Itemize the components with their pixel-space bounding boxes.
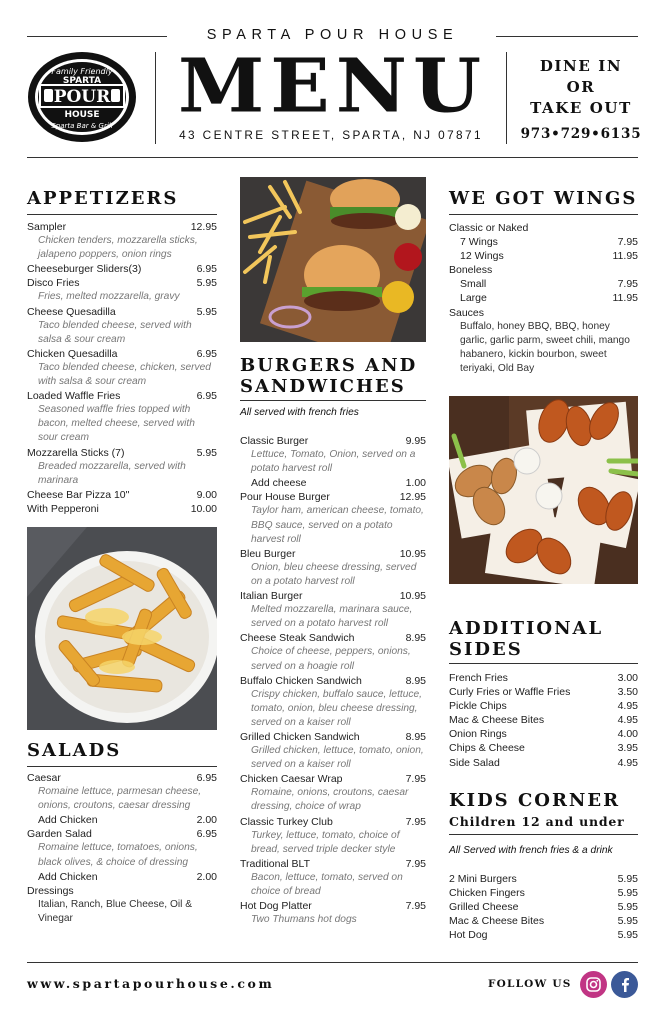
item-options: Buffalo, honey BBQ, BBQ, honey garlic, garlic parm, sweet chili, mango habanero, kickin bourbon, sweet teriyaki, Old Bay bbox=[460, 320, 630, 374]
appetizers-title: APPETIZERS bbox=[27, 188, 179, 209]
item-description: Breaded mozzarella, served with marinara bbox=[38, 460, 186, 486]
header-divider-left bbox=[155, 52, 156, 144]
burgers-photo bbox=[240, 177, 426, 342]
item-description: Melted mozzarella, marinara sauce, served on a potato harvest roll bbox=[251, 604, 413, 630]
dine-in-take-out bbox=[516, 56, 646, 119]
menu-item-classic-or-naked bbox=[449, 221, 638, 235]
menu-item-add-chicken bbox=[27, 870, 217, 884]
menu-item-french-fries bbox=[449, 671, 638, 685]
burgers-title-line-2: SANDWICHES bbox=[240, 376, 406, 397]
header-divider-right bbox=[506, 52, 507, 144]
item-price: 3.50 bbox=[617, 686, 638, 699]
kids-note: All Served with french fries & a drink bbox=[449, 845, 613, 856]
menu-item-sampler bbox=[27, 220, 217, 234]
item-name: Cheese Quesadilla bbox=[27, 305, 116, 318]
item-name: Chicken Fingers bbox=[449, 887, 525, 900]
address: 43 CENTRE STREET, SPARTA, NJ 07871 bbox=[179, 128, 483, 142]
item-name: Large bbox=[460, 292, 487, 305]
item-name: Traditional BLT bbox=[240, 857, 311, 870]
menu-item-bleu-burger bbox=[240, 547, 426, 561]
svg-text:Family Friendly: Family Friendly bbox=[51, 67, 113, 76]
menu-item-pickle-chips bbox=[449, 699, 638, 713]
kids-rule bbox=[449, 834, 638, 835]
item-name: Chicken Caesar Wrap bbox=[240, 773, 343, 786]
item-name: Cheese Steak Sandwich bbox=[240, 632, 355, 645]
wings-photo bbox=[449, 396, 638, 584]
item-price: 10.95 bbox=[399, 590, 426, 603]
sides-list bbox=[449, 671, 638, 770]
item-name: Cheeseburger Sliders(3) bbox=[27, 263, 142, 276]
item-price: 11.95 bbox=[612, 250, 638, 263]
item-description: Taco blended cheese, served with salsa & sour cream bbox=[38, 319, 192, 345]
item-name: Pour House Burger bbox=[240, 491, 330, 504]
item-description: Choice of cheese, peppers, onions, served on a hoagie roll bbox=[251, 646, 411, 672]
item-description: Taylor ham, american cheese, tomato, BBQ sauce, served on a potato harvest roll bbox=[251, 505, 424, 545]
item-description: Romaine lettuce, tomatoes, onions, black olives, & choice of dressing bbox=[38, 842, 198, 868]
phone-number[interactable]: 973•729•6135 bbox=[520, 126, 642, 142]
item-price: 6.95 bbox=[196, 772, 217, 784]
sides-title bbox=[449, 618, 603, 660]
kids-list bbox=[449, 872, 638, 942]
header-bottom-rule bbox=[27, 157, 638, 158]
item-name: Classic Burger bbox=[240, 435, 309, 447]
item-description: Romaine, onions, croutons, caesar dressing, choice of wrap bbox=[251, 787, 409, 813]
item-price: 5.95 bbox=[196, 305, 217, 318]
menu-item-7-wings bbox=[449, 235, 638, 249]
item-name: Loaded Waffle Fries bbox=[27, 390, 121, 403]
menu-item-dressings bbox=[27, 884, 217, 898]
menu-item-traditional-blt bbox=[240, 857, 426, 871]
item-price: 10.00 bbox=[190, 502, 217, 515]
menu-heading: MENU bbox=[177, 43, 488, 130]
menu-item-add-cheese bbox=[240, 476, 426, 490]
item-description: Crispy chicken, buffalo sauce, lettuce, tomato, onion, bleu cheese dressing, served on a kaiser roll bbox=[251, 688, 423, 728]
item-name: Sauces bbox=[449, 306, 485, 319]
menu-item-disco-fries bbox=[27, 276, 217, 290]
item-price: 5.95 bbox=[617, 873, 638, 885]
menu-item-cheese-bar-pizza-10 bbox=[27, 488, 217, 502]
salads-rule bbox=[27, 766, 217, 767]
cheese-fries-photo bbox=[27, 527, 217, 730]
item-price: 7.95 bbox=[405, 900, 426, 913]
item-name: 12 Wings bbox=[460, 250, 504, 263]
item-price: 8.95 bbox=[405, 674, 426, 687]
salads-list bbox=[27, 771, 217, 926]
burgers-list bbox=[240, 434, 426, 927]
menu-item-side-salad bbox=[449, 756, 638, 770]
item-name: Disco Fries bbox=[27, 277, 80, 290]
menu-item-add-chicken bbox=[27, 813, 217, 827]
menu-item-boneless bbox=[449, 263, 638, 277]
item-description: Seasoned waffle fries topped with bacon, melted cheese, served with sour cream bbox=[38, 404, 195, 444]
item-price: 7.95 bbox=[405, 815, 426, 828]
sides-rule bbox=[449, 663, 638, 664]
menu-item-buffalo-chicken-sandwich bbox=[240, 674, 426, 688]
item-price: 6.95 bbox=[196, 263, 217, 276]
item-name: Boneless bbox=[449, 264, 493, 277]
item-description: Onion, bleu cheese dressing, served on a potato harvest roll bbox=[251, 561, 417, 587]
item-price: 7.95 bbox=[405, 857, 426, 870]
item-name: Cheese Bar Pizza 10" bbox=[27, 488, 130, 501]
item-price: 2.00 bbox=[196, 870, 217, 883]
menu-item-sauces bbox=[449, 306, 638, 320]
item-name: Caesar bbox=[27, 772, 61, 784]
item-name: French Fries bbox=[449, 672, 508, 684]
menu-item-grilled-chicken-sandwich bbox=[240, 730, 426, 744]
menu-item-hot-dog bbox=[449, 928, 638, 942]
item-price: 2.00 bbox=[196, 814, 217, 827]
item-name: With Pepperoni bbox=[27, 502, 99, 515]
footer-rule bbox=[27, 962, 638, 963]
item-name: Chicken Quesadilla bbox=[27, 347, 118, 360]
burgers-title bbox=[240, 355, 417, 397]
appetizers-rule bbox=[27, 214, 217, 215]
menu-item-caesar bbox=[27, 771, 217, 785]
menu-item-italian-burger bbox=[240, 589, 426, 603]
item-name: Mozzarella Sticks (7) bbox=[27, 446, 125, 459]
menu-item-chicken-caesar-wrap bbox=[240, 772, 426, 786]
item-description: Chicken tenders, mozzarella sticks, jalapeno poppers, onion rings bbox=[38, 235, 198, 261]
burgers-title-line-1: BURGERS AND bbox=[240, 355, 418, 376]
menu-item-garden-salad bbox=[27, 827, 217, 841]
item-name: Hot Dog bbox=[449, 929, 488, 942]
menu-item-chicken-fingers bbox=[449, 886, 638, 900]
wings-title: WE GOT WINGS bbox=[449, 188, 638, 209]
item-price: 9.00 bbox=[196, 488, 217, 501]
item-price: 5.95 bbox=[196, 277, 217, 290]
item-price: 7.95 bbox=[617, 278, 638, 291]
wings-list bbox=[449, 221, 638, 376]
menu-item-hot-dog-platter bbox=[240, 899, 426, 913]
menu-item-grilled-cheese bbox=[449, 900, 638, 914]
item-name: Classic or Naked bbox=[449, 222, 529, 234]
item-name: Grilled Cheese bbox=[449, 901, 519, 914]
item-name: Italian Burger bbox=[240, 590, 303, 603]
item-price: 7.95 bbox=[617, 236, 638, 249]
dine-line-1: DINE IN bbox=[539, 57, 623, 75]
svg-text:SPARTA: SPARTA bbox=[62, 76, 102, 86]
menu-item-classic-turkey-club bbox=[240, 815, 426, 829]
item-price: 8.95 bbox=[405, 730, 426, 743]
dine-line-2: OR bbox=[566, 78, 596, 96]
menu-item-2-mini-burgers bbox=[449, 872, 638, 886]
item-price: 3.95 bbox=[617, 742, 638, 755]
item-name: 2 Mini Burgers bbox=[449, 873, 517, 885]
item-name: Garden Salad bbox=[27, 828, 92, 841]
item-price: 8.95 bbox=[405, 632, 426, 645]
burgers-note: All served with french fries bbox=[240, 407, 359, 418]
menu-item-mozzarella-sticks-7 bbox=[27, 446, 217, 460]
item-description: Lettuce, Tomato, Onion, served on a potato harvest roll bbox=[251, 449, 416, 475]
item-name: Mac & Cheese Bites bbox=[449, 714, 545, 727]
menu-item-large bbox=[449, 291, 638, 305]
item-description: Turkey, lettuce, tomato, choice of bread, served triple decker style bbox=[251, 829, 400, 855]
salads-title: SALADS bbox=[27, 740, 122, 761]
item-name: Sampler bbox=[27, 221, 67, 233]
svg-text:HOUSE: HOUSE bbox=[64, 110, 100, 120]
item-price: 11.95 bbox=[612, 292, 638, 305]
item-price: 5.95 bbox=[196, 446, 217, 459]
item-name: Hot Dog Platter bbox=[240, 900, 312, 913]
item-description: Fries, melted mozzarella, gravy bbox=[38, 291, 180, 303]
menu-item-cheeseburger-sliders-3 bbox=[27, 262, 217, 276]
menu-item-chicken-quesadilla bbox=[27, 347, 217, 361]
item-name: Chips & Cheese bbox=[449, 742, 525, 755]
item-price: 3.00 bbox=[617, 672, 638, 684]
menu-item-classic-burger bbox=[240, 434, 426, 448]
menu-item-onion-rings bbox=[449, 727, 638, 741]
item-price: 4.95 bbox=[617, 700, 638, 713]
item-name: Onion Rings bbox=[449, 728, 507, 741]
item-price: 6.95 bbox=[196, 347, 217, 360]
restaurant-title: SPARTA POUR HOUSE bbox=[206, 27, 459, 43]
item-name: 7 Wings bbox=[460, 236, 498, 249]
svg-text:Sparta Bar & Grill: Sparta Bar & Grill bbox=[51, 122, 113, 130]
item-name: Bleu Burger bbox=[240, 547, 296, 560]
item-price: 4.95 bbox=[617, 756, 638, 769]
item-name: Side Salad bbox=[449, 756, 500, 769]
item-name: Mac & Cheese Bites bbox=[449, 915, 545, 928]
menu-item-pour-house-burger bbox=[240, 490, 426, 504]
follow-us-label: FOLLOW US bbox=[488, 978, 572, 990]
item-price: 5.95 bbox=[617, 929, 638, 942]
item-name: Classic Turkey Club bbox=[240, 815, 333, 828]
item-price: 5.95 bbox=[617, 901, 638, 914]
item-name: Curly Fries or Waffle Fries bbox=[449, 686, 571, 699]
dine-line-3: TAKE OUT bbox=[530, 99, 632, 117]
burgers-rule bbox=[240, 400, 426, 401]
item-name: Add Chicken bbox=[38, 870, 98, 883]
item-price: 7.95 bbox=[405, 773, 426, 786]
menu-item-12-wings bbox=[449, 249, 638, 263]
item-price: 5.95 bbox=[617, 915, 638, 928]
appetizers-list bbox=[27, 220, 217, 516]
website-link[interactable]: www.spartapourhouse.com bbox=[27, 976, 275, 991]
menu-item-with-pepperoni bbox=[27, 502, 217, 516]
item-name: Dressings bbox=[27, 884, 74, 897]
menu-item-cheese-quesadilla bbox=[27, 305, 217, 319]
item-price: 1.00 bbox=[405, 477, 426, 490]
item-description: Grilled chicken, lettuce, tomato, onion, served on a kaiser roll bbox=[251, 745, 424, 771]
item-name: Add Chicken bbox=[38, 814, 98, 827]
instagram-icon[interactable] bbox=[580, 971, 607, 998]
item-price: 6.95 bbox=[196, 828, 217, 841]
item-name: Grilled Chicken Sandwich bbox=[240, 730, 360, 743]
item-price: 12.95 bbox=[399, 491, 426, 504]
item-price: 12.95 bbox=[190, 221, 217, 233]
kids-subtitle: Children 12 and under bbox=[449, 814, 625, 829]
facebook-icon[interactable] bbox=[611, 971, 638, 998]
item-name: Pickle Chips bbox=[449, 700, 507, 713]
wings-rule bbox=[449, 214, 638, 215]
kids-title: KIDS CORNER bbox=[449, 790, 621, 811]
item-description: Romaine lettuce, parmesan cheese, onions, croutons, caesar dressing bbox=[38, 786, 202, 812]
sides-title-line-2: SIDES bbox=[449, 639, 523, 660]
item-name: Add cheese bbox=[251, 477, 307, 490]
item-price: 5.95 bbox=[617, 887, 638, 900]
menu-item-chips-cheese bbox=[449, 741, 638, 755]
item-price: 4.00 bbox=[617, 728, 638, 741]
menu-item-mac-cheese-bites bbox=[449, 914, 638, 928]
menu-item-curly-fries-or-waffle-fries bbox=[449, 685, 638, 699]
item-price: 6.95 bbox=[196, 390, 217, 403]
item-price: 4.95 bbox=[617, 714, 638, 727]
item-options: Italian, Ranch, Blue Cheese, Oil & Vinegar bbox=[38, 898, 193, 924]
menu-item-loaded-waffle-fries bbox=[27, 389, 217, 403]
item-description: Taco blended cheese, chicken, served with salsa & sour cream bbox=[38, 361, 211, 388]
sides-title-line-1: ADDITIONAL bbox=[449, 618, 604, 639]
item-description: Bacon, lettuce, tomato, served on choice of bread bbox=[251, 871, 403, 897]
item-name: Small bbox=[460, 278, 487, 291]
menu-item-mac-cheese-bites bbox=[449, 713, 638, 727]
svg-text:POUR: POUR bbox=[53, 87, 111, 107]
item-price: 10.95 bbox=[399, 547, 426, 560]
menu-item-small bbox=[449, 277, 638, 291]
restaurant-logo bbox=[27, 51, 137, 143]
item-name: Buffalo Chicken Sandwich bbox=[240, 674, 362, 687]
item-description: Two Thumans hot dogs bbox=[251, 914, 357, 926]
menu-item-cheese-steak-sandwich bbox=[240, 631, 426, 645]
item-price: 9.95 bbox=[405, 435, 426, 447]
